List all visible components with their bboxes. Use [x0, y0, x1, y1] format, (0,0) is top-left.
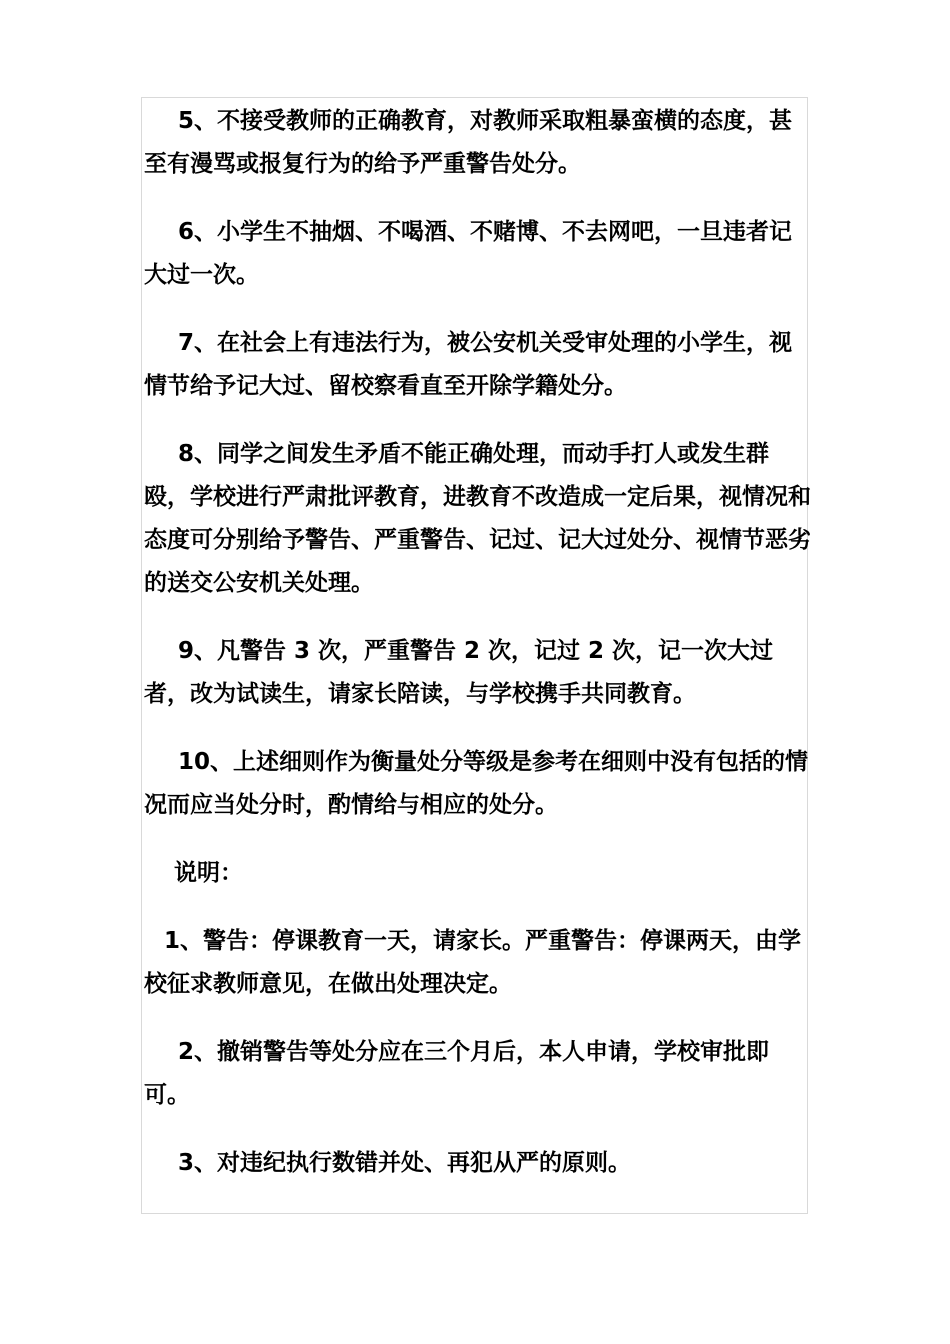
notes-heading: 说明：	[174, 860, 243, 886]
rule-6: 6、小学生不抽烟、不喝酒、不赌博、不去网吧，一旦违者记大过一次。	[144, 219, 793, 288]
paragraph-gap	[144, 1117, 812, 1142]
document-body	[144, 100, 812, 1185]
paragraph-gap	[144, 605, 812, 630]
rule-7: 7、在社会上有违法行为，被公安机关受审处理的小学生，视情节给予记大过、留校察看直至开除学籍处分。	[144, 330, 793, 399]
paragraph-gap	[144, 895, 812, 920]
note-1: 1、警告：停课教育一天，请家长。严重警告：停课两天，由学校征求教师意见，在做出处理决定。	[144, 928, 802, 997]
rule-9: 9、凡警告 3 次，严重警告 2 次，记过 2 次，记一次大过者，改为试读生，请家长陪读，与学校携手共同教育。	[144, 638, 774, 707]
rule-10: 10、上述细则作为衡量处分等级是参考在细则中没有包括的情况而应当处分时，酌情给与相应的处分。	[144, 749, 809, 818]
paragraph-gap	[144, 297, 812, 322]
paragraph-gap	[144, 1006, 812, 1031]
rule-8: 8、同学之间发生矛盾不能正确处理，而动手打人或发生群殴，学校进行严肃批评教育，进教育不改造成一定后果，视情况和态度可分别给予警告、严重警告、记过、记大过处分、视情节恶劣的送交公安机关处理。	[144, 441, 811, 596]
paragraph-gap	[144, 716, 812, 741]
note-3: 3、对违纪执行数错并处、再犯从严的原则。	[178, 1150, 632, 1176]
paragraph-gap	[144, 827, 812, 852]
rule-5: 5、不接受教师的正确教育，对教师采取粗暴蛮横的态度，甚至有漫骂或报复行为的给予严重警告处分。	[144, 108, 793, 177]
paragraph-gap	[144, 408, 812, 433]
note-2: 2、撤销警告等处分应在三个月后，本人申请，学校审批即可。	[144, 1039, 770, 1108]
paragraph-gap	[144, 186, 812, 211]
